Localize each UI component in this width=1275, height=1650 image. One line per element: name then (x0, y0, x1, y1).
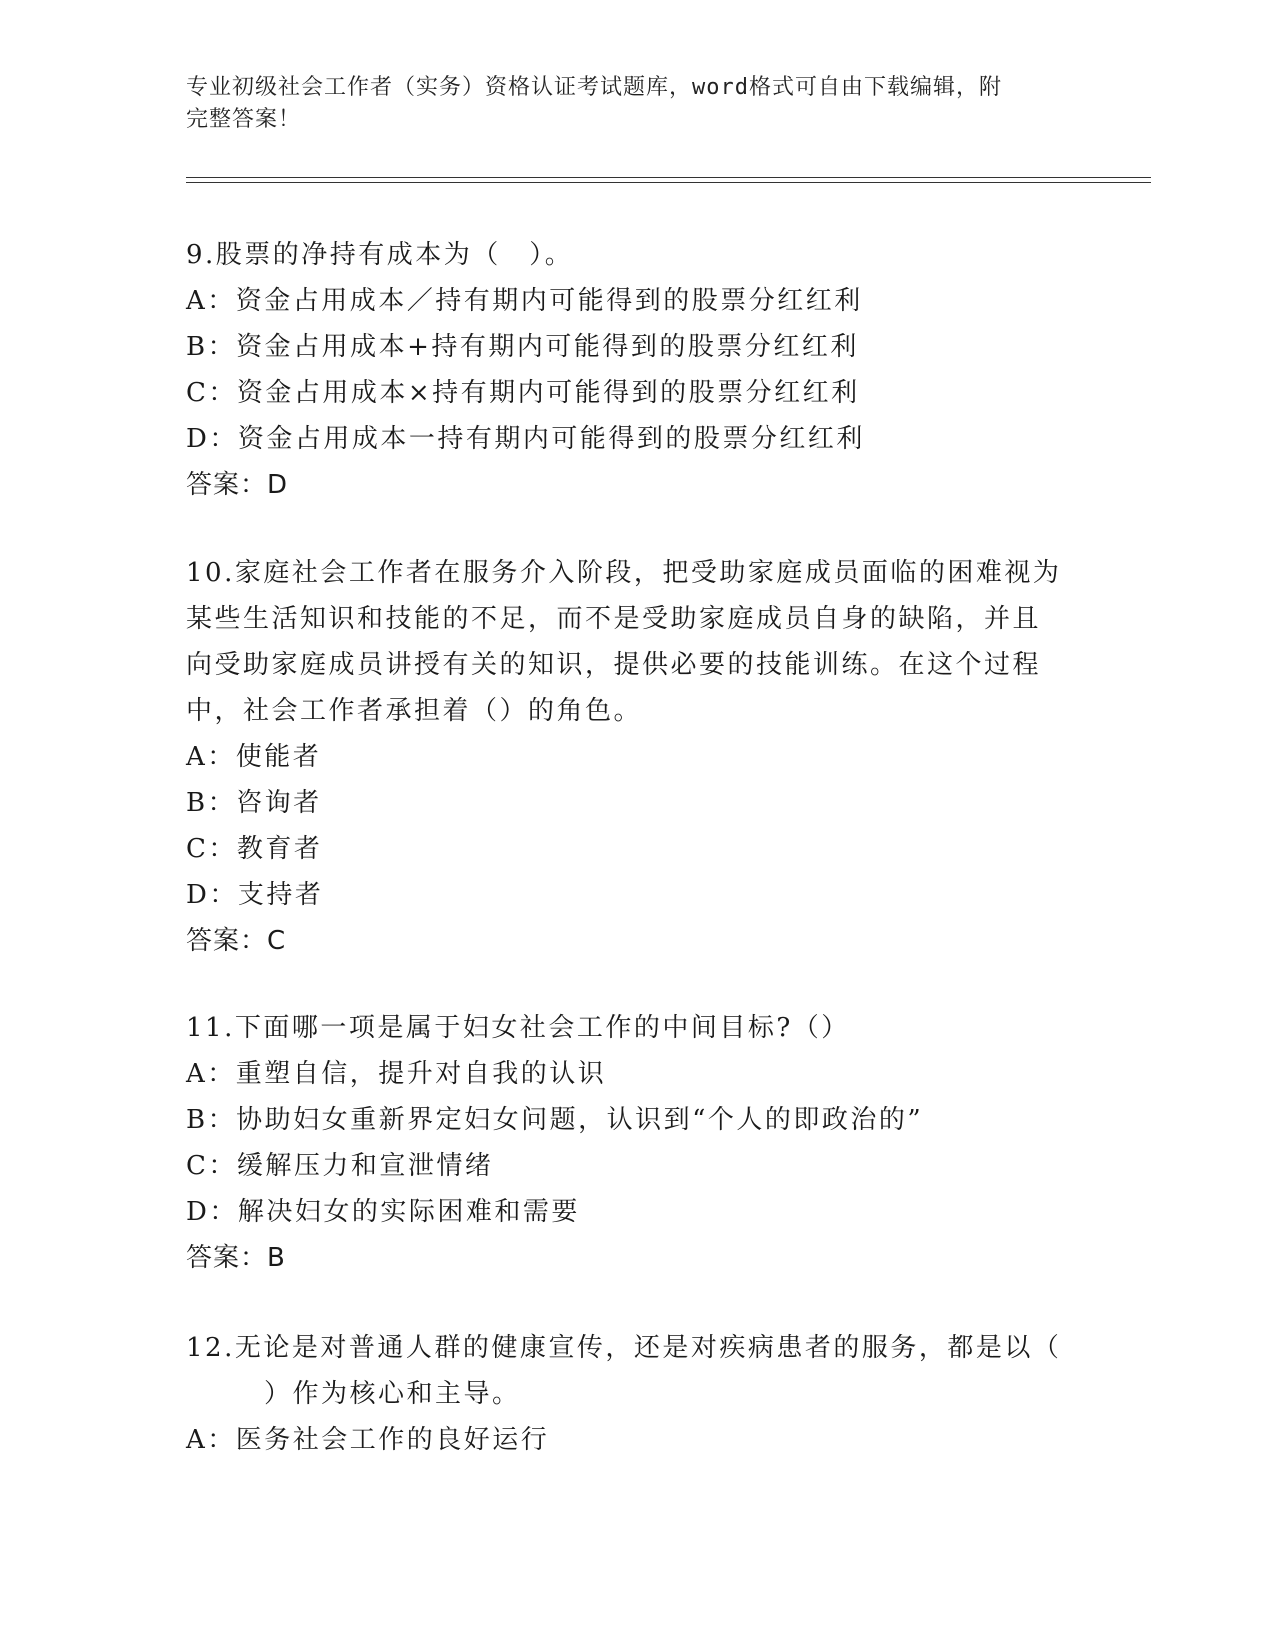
question-stem-line: 中，社会工作者承担着（）的角色。 (186, 696, 643, 726)
question-9 (186, 232, 1086, 508)
option-d: D：支持者 (186, 880, 324, 910)
option-b: B：协助妇女重新界定妇女问题，认识到“个人的即政治的” (186, 1105, 924, 1135)
question-stem-line: 10.家庭社会工作者在服务介入阶段，把受助家庭成员面临的困难视为 (186, 558, 1062, 588)
option-d: D：资金占用成本一持有期内可能得到的股票分红红利 (186, 424, 865, 454)
header-line-2: 完整答案！ (186, 107, 302, 132)
option-a: A：医务社会工作的良好运行 (186, 1425, 550, 1455)
option-c: C：缓解压力和宣泄情绪 (186, 1151, 494, 1181)
header-divider-top (186, 177, 1151, 178)
option-a: A：重塑自信，提升对自我的认识 (186, 1059, 607, 1089)
question-stem-line: 12.无论是对普通人群的健康宣传，还是对疾病患者的服务，都是以（ (186, 1333, 1062, 1363)
option-b: B：资金占用成本+持有期内可能得到的股票分红红利 (186, 332, 859, 362)
option-a: A：使能者 (186, 742, 322, 772)
question-stem-line: 11.下面哪一项是属于妇女社会工作的中间目标?（） (186, 1013, 850, 1043)
option-b: B：咨询者 (186, 788, 322, 818)
answer-line: 答案：C (186, 926, 287, 956)
header-line-1: 专业初级社会工作者（实务）资格认证考试题库，word格式可自由下载编辑，附 (186, 75, 1002, 100)
option-d: D：解决妇女的实际困难和需要 (186, 1197, 580, 1227)
question-12 (186, 1325, 1086, 1463)
question-stem-line: ）作为核心和主导。 (264, 1379, 521, 1409)
header-divider-bottom (186, 182, 1151, 183)
option-a: A：资金占用成本／持有期内可能得到的股票分红红利 (186, 286, 863, 316)
question-stem-line: 某些生活知识和技能的不足，而不是受助家庭成员自身的缺陷，并且 (186, 604, 1042, 634)
answer-line: 答案：B (186, 1243, 286, 1273)
answer-line: 答案：D (186, 470, 289, 500)
page-header (186, 72, 1066, 136)
question-stem-line: 9.股票的净持有成本为（ ）。 (186, 240, 574, 270)
question-10 (186, 550, 1086, 964)
question-stem-line: 向受助家庭成员讲授有关的知识，提供必要的技能训练。在这个过程 (186, 650, 1042, 680)
option-c: C：教育者 (186, 834, 323, 864)
question-11 (186, 1005, 1086, 1281)
option-c: C：资金占用成本×持有期内可能得到的股票分红红利 (186, 378, 860, 408)
